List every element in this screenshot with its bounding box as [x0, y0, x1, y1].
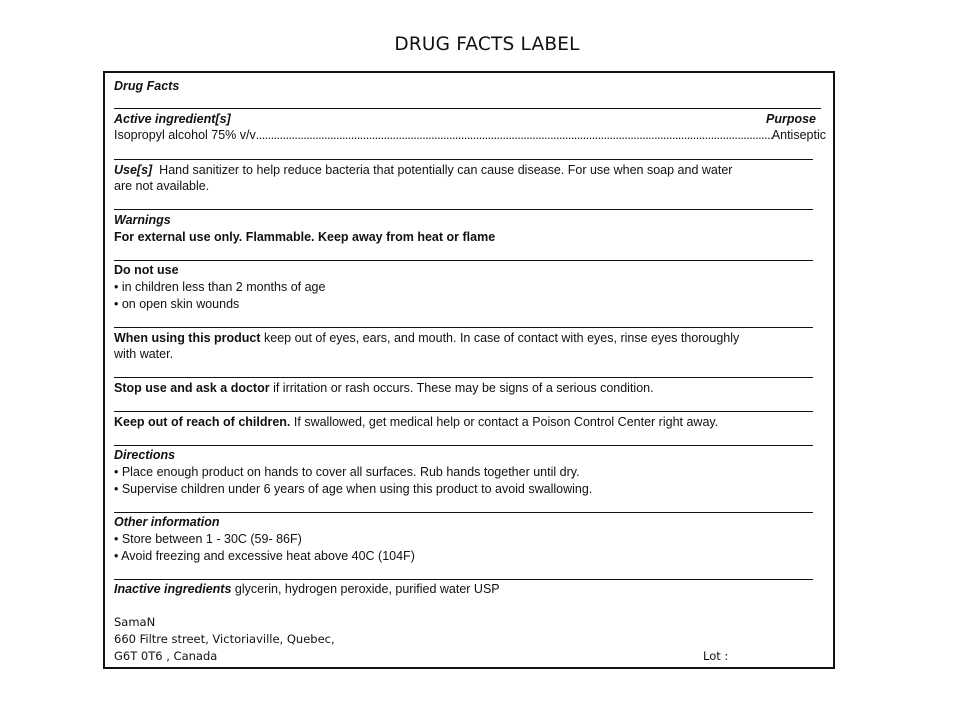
other-info-item: • Store between 1 - 30C (59- 86F) [114, 532, 302, 546]
stop-use-text: if irritation or rash occurs. These may be signs of a serious condition. [273, 381, 654, 395]
divider [114, 411, 813, 412]
uses-heading: Use[s] [114, 163, 153, 177]
divider [114, 445, 813, 446]
active-ingredient-value: Isopropyl alcohol 75% v/v [114, 128, 256, 142]
divider [114, 327, 813, 328]
directions-item: • Place enough product on hands to cover all surfaces. Rub hands together until dry. [114, 465, 580, 479]
directions-item: • Supervise children under 6 years of age when using this product to avoid swallowing. [114, 482, 593, 496]
divider [114, 377, 813, 378]
when-using-heading: When using this product [114, 331, 261, 345]
uses-line-1 [114, 163, 732, 178]
keep-out-text: If swallowed, get medical help or contact a Poison Control Center right away. [293, 415, 719, 429]
page-title: DRUG FACTS LABEL [394, 34, 580, 55]
drug-facts-panel [103, 71, 835, 669]
manufacturer-name: SamaN [114, 615, 156, 629]
do-not-use-item: • on open skin wounds [114, 297, 240, 311]
when-using-line-2: with water. [114, 347, 174, 361]
divider [114, 108, 821, 109]
dot-leader [256, 128, 772, 143]
uses-text: Hand sanitizer to help reduce bacteria that potentially can cause disease. For use when soap and water [159, 163, 733, 177]
when-using-text: keep out of eyes, ears, and mouth. In case of contact with eyes, rinse eyes thoroughly [264, 331, 740, 345]
uses-line-2: are not available. [114, 179, 210, 193]
drug-facts-heading: Drug Facts [114, 79, 180, 93]
purpose-heading: Purpose [766, 112, 817, 126]
inactive-ingredients-line [114, 582, 500, 597]
keep-out-line [114, 415, 718, 430]
manufacturer-postal: G6T 0T6 , Canada [114, 649, 218, 663]
inactive-ingredients-text: glycerin, hydrogen peroxide, purified water USP [234, 582, 500, 596]
purpose-value: Antiseptic [771, 128, 826, 142]
warnings-text: For external use only. Flammable. Keep away from heat or flame [114, 230, 496, 244]
other-info-heading: Other information [114, 515, 220, 529]
inactive-ingredients-heading: Inactive ingredients [114, 582, 232, 596]
when-using-line-1 [114, 331, 739, 346]
divider [114, 159, 813, 160]
stop-use-line [114, 381, 654, 396]
lot-label: Lot : [703, 649, 729, 663]
do-not-use-item: • in children less than 2 months of age [114, 280, 326, 294]
other-info-item: • Avoid freezing and excessive heat above 40C (104F) [114, 549, 415, 563]
warnings-heading: Warnings [114, 213, 171, 227]
active-ingredient-heading: Active ingredient[s] [114, 112, 231, 126]
do-not-use-heading: Do not use [114, 263, 179, 277]
divider [114, 260, 813, 261]
divider [114, 512, 813, 513]
divider [114, 209, 813, 210]
active-ingredient-row [114, 128, 826, 143]
divider [114, 579, 813, 580]
stop-use-heading: Stop use and ask a doctor [114, 381, 270, 395]
manufacturer-street: 660 Filtre street, Victoriaville, Quebec, [114, 632, 335, 646]
directions-heading: Directions [114, 448, 176, 462]
keep-out-heading: Keep out of reach of children. [114, 415, 291, 429]
